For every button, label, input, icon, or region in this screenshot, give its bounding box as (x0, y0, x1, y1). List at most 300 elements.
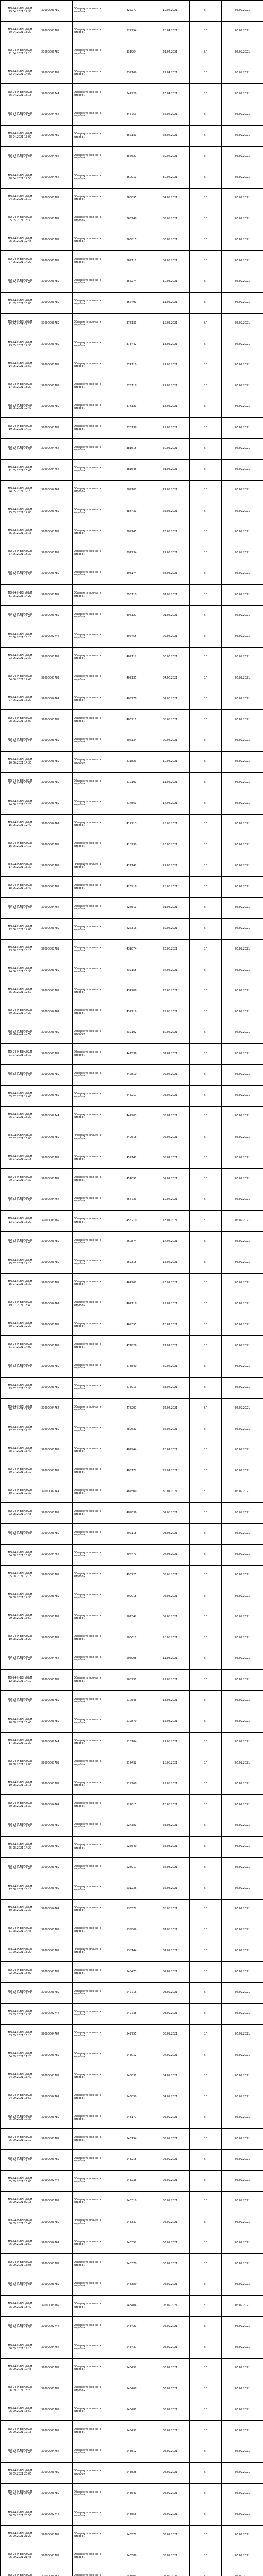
record-number-cell: 508231 (112, 1670, 151, 1691)
record-unit-cell: ВЛ (190, 1795, 222, 1816)
record-unit-cell: ВЛ (190, 1503, 222, 1524)
table-row (1, 1628, 263, 1649)
record-description-cell: Обвернута ярочка з виробом (73, 167, 112, 189)
table-row (1, 1357, 263, 1378)
table-row (1, 1315, 263, 1336)
record-unit-cell: ВЛ (190, 1920, 222, 1941)
record-date2-cell: 06.09.2021 (222, 2233, 263, 2254)
table-row (1, 1649, 263, 1670)
record-date-cell: 05.05.2021 (151, 209, 190, 230)
record-description-cell: Обвернута ярочка з виробом (73, 1795, 112, 1816)
record-unit-cell: ВЛ (190, 2045, 222, 2066)
table-row (1, 1565, 263, 1586)
record-date-cell: 11.05.2021 (151, 293, 190, 314)
record-description-cell: Обвернута ярочка з виробом (73, 2108, 112, 2129)
record-unit-cell: ВЛ (190, 1732, 222, 1753)
record-date2-cell: 06.09.2021 (222, 480, 263, 501)
record-date-cell: 04.09.2021 (151, 2066, 190, 2087)
record-unit-cell: ВЛ (190, 1211, 222, 1232)
record-date2-cell: 06.09.2021 (222, 1169, 263, 1190)
record-unit-cell: ВЛ (190, 1190, 222, 1211)
record-id-cell: ПО-94-Н-ВЕН/09/П 20.04.2021 13:20 (1, 21, 40, 42)
table-row (1, 2358, 263, 2379)
record-date-cell: 17.06.2021 (151, 856, 190, 877)
record-description-cell: Обвернута ярочка з виробом (73, 960, 112, 981)
table-row (1, 668, 263, 689)
table-row (1, 1398, 263, 1419)
record-date2-cell: 06.09.2021 (222, 2066, 263, 2087)
record-number-cell: 327277 (112, 1, 151, 22)
record-description-cell: Обвернута ярочка з виробом (73, 2316, 112, 2337)
record-number-cell: 512879 (112, 1711, 151, 1733)
record-unit-cell: ВЛ (190, 251, 222, 272)
record-code-cell: 37600003789 (40, 2379, 73, 2400)
record-id-cell: ПО-94-Н-ВЕН/09/П 24.05.2021 12:20 (1, 480, 40, 501)
record-date-cell: 21.07.2021 (151, 1336, 190, 1357)
record-number-cell: 374110 (112, 355, 151, 376)
table-row (1, 2087, 263, 2108)
record-description-cell: Обвернута ярочка з виробом (73, 814, 112, 835)
record-number-cell: 505908 (112, 1649, 151, 1670)
record-number-cell: 431074 (112, 939, 151, 960)
table-row (1, 1523, 263, 1545)
record-date-cell (151, 2567, 190, 2576)
record-date-cell: 26.08.2021 (151, 1857, 190, 1878)
record-id-cell: ПО-94-Н-ВЕН/09/П 04.06.2021 14:45 (1, 668, 40, 689)
record-number-cell: 402135 (112, 668, 151, 689)
record-date-cell: 24.05.2021 (151, 480, 190, 501)
table-row (1, 1252, 263, 1274)
record-date2-cell: 06.09.2021 (222, 2337, 263, 2359)
record-date2-cell: 06.09.2021 (222, 689, 263, 710)
record-id-cell: ПО-94-Н-ВЕН/09/П 10.05.2021 13:40 (1, 272, 40, 293)
record-date2-cell: 06.09.2021 (222, 397, 263, 418)
record-date2-cell: 06.09.2021 (222, 1211, 263, 1232)
record-unit-cell: ВЛ (190, 1857, 222, 1878)
record-date2-cell: 06.09.2021 (222, 2442, 263, 2463)
record-date2-cell: 06.09.2021 (222, 1440, 263, 1461)
record-date2-cell: 06.09.2021 (222, 752, 263, 773)
record-date-cell: 30.08.2021 (151, 1899, 190, 1920)
record-date2-cell: 06.09.2021 (222, 1816, 263, 1837)
record-code-cell: 37600003789 (40, 1273, 73, 1294)
record-number-cell: 366748 (112, 209, 151, 230)
record-date-cell: 18.06.2021 (151, 877, 190, 898)
table-row (1, 1753, 263, 1774)
record-description-cell: Обвернута ярочка з виробом (73, 1064, 112, 1086)
table-row (1, 1461, 263, 1482)
record-unit-cell: ВЛ (190, 501, 222, 522)
record-date2-cell: 06.09.2021 (222, 1837, 263, 1858)
record-unit-cell: ВЛ (190, 293, 222, 314)
record-code-cell: 37600003789 (40, 856, 73, 877)
record-id-cell: ПО-94-Н-ВЕН/09/П 25.05.2021 14:00 (1, 501, 40, 522)
record-id-cell: ПО-94-Н-ВЕН/09/П 06.09.2021 21:20 (1, 2525, 40, 2546)
record-unit-cell (190, 2567, 222, 2576)
record-id-cell: ПО-94-Н-ВЕН/09/П 07.07.2021 15:00 (1, 1127, 40, 1148)
record-id-cell: ПО-94-Н-ВЕН/09/П 19.04.2021 14:30 (1, 1, 40, 22)
record-code-cell: 37600003789 (40, 1211, 73, 1232)
record-unit-cell: ВЛ (190, 334, 222, 355)
record-number-cell: 367491 (112, 293, 151, 314)
record-id-cell: ПО-94-Н-ВЕН/09/П 23.08.2021 12:50 (1, 1816, 40, 1837)
record-description-cell: Обвернута ярочка з виробом (73, 919, 112, 940)
record-date2-cell: 06.09.2021 (222, 126, 263, 147)
record-date-cell: 05.07.2021 (151, 1086, 190, 1107)
record-unit-cell: ВЛ (190, 480, 222, 501)
record-description-cell: Обвернута ярочка з виробом (73, 1, 112, 22)
record-description-cell: Обвернута ярочка з виробом (73, 1941, 112, 1962)
record-description-cell: Обвернута ярочка з (73, 2567, 112, 2576)
record-id-cell: ПО-94-Н-ВЕН/09/П 01.06.2021 13:40 (1, 605, 40, 626)
record-unit-cell: ВЛ (190, 960, 222, 981)
record-unit-cell: ВЛ (190, 105, 222, 126)
table-row (1, 1711, 263, 1733)
record-date2-cell: 06.09.2021 (222, 63, 263, 84)
record-date2-cell: 06.09.2021 (222, 897, 263, 919)
record-unit-cell: ВЛ (190, 2275, 222, 2296)
record-id-cell: ПО-94-Н-ВЕН/09/П 25.08.2021 14:20 (1, 1837, 40, 1858)
record-id-cell: ПО-94-Н-ВЕН/09/П 06.09.2021 19:15 (1, 2421, 40, 2442)
record-id-cell: ПО-94-Н-ВЕН/09/П 04.09.2021 11:20 (1, 2045, 40, 2066)
table-row (1, 2275, 263, 2296)
record-date2-cell: 06.09.2021 (222, 710, 263, 731)
record-description-cell: Обвернута ярочка з виробом (73, 2045, 112, 2066)
record-id-cell: ПО-94-Н-ВЕН/09/П 07.05.2021 14:20 (1, 251, 40, 272)
record-date-cell: 19.08.2021 (151, 1774, 190, 1795)
record-code-cell: 37600003789 (40, 1336, 73, 1357)
table-row (1, 647, 263, 668)
record-description-cell: Обвернута ярочка з виробом (73, 2254, 112, 2275)
table-row (1, 188, 263, 209)
record-date2-cell: 06.09.2021 (222, 418, 263, 439)
record-date-cell: 17.05.2021 (151, 376, 190, 397)
record-code-cell: 37600003789 (40, 585, 73, 606)
record-number-cell: 356627 (112, 146, 151, 167)
table-row (1, 1106, 263, 1127)
record-date-cell: 30.06.2021 (151, 1023, 190, 1044)
record-description-cell: Обвернута ярочка з виробом (73, 772, 112, 793)
table-row (1, 1962, 263, 1983)
record-code-cell: 37600003789 (40, 2525, 73, 2546)
record-unit-cell: ВЛ (190, 418, 222, 439)
record-date-cell: 07.05.2021 (151, 251, 190, 272)
record-date2-cell: 06.09.2021 (222, 939, 263, 960)
record-date2-cell: 06.09.2021 (222, 1774, 263, 1795)
record-description-cell: Обвернута ярочка з виробом (73, 146, 112, 167)
table-row (1, 167, 263, 189)
table-row (1, 1837, 263, 1858)
record-description-cell: Обвернута ярочка з виробом (73, 1857, 112, 1878)
record-description-cell: Обвернута ярочка з виробом (73, 1127, 112, 1148)
record-date-cell: 04.06.2021 (151, 668, 190, 689)
record-description-cell: Обвернута ярочка з виробом (73, 2337, 112, 2359)
record-id-cell: ПО-94-Н-ВЕН/09/П 21.05.2021 15:45 (1, 460, 40, 481)
record-unit-cell: ВЛ (190, 397, 222, 418)
record-date2-cell: 06.09.2021 (222, 1315, 263, 1336)
record-id-cell: ПО-94-Н-ВЕН/09/П 20.05.2021 13:30 (1, 438, 40, 460)
record-number-cell: 543404 (112, 2296, 151, 2317)
table-row (1, 1211, 263, 1232)
record-code-cell: 37600002744 (40, 2171, 73, 2192)
record-date-cell: 03.06.2021 (151, 647, 190, 668)
record-unit-cell: ВЛ (190, 2400, 222, 2421)
record-code-cell: 37600003789 (40, 2149, 73, 2171)
record-date-cell: 23.07.2021 (151, 1378, 190, 1399)
record-unit-cell: ВЛ (190, 981, 222, 1002)
record-id-cell: ПО-94-Н-ВЕН/09/П 03.09.2021 12:15 (1, 1982, 40, 2004)
record-date-cell: 31.08.2021 (151, 1920, 190, 1941)
record-date2-cell: 06.09.2021 (222, 814, 263, 835)
record-code-cell: 37600003789 (40, 1169, 73, 1190)
record-unit-cell: ВЛ (190, 2191, 222, 2212)
table-row (1, 1336, 263, 1357)
record-description-cell: Обвернута ярочка з виробом (73, 2546, 112, 2567)
record-date2-cell: 06.09.2021 (222, 209, 263, 230)
record-date2-cell: 06.09.2021 (222, 1336, 263, 1357)
record-id-cell: ПО-94-Н-ВЕН/09/П 06.05.2021 12:45 (1, 230, 40, 251)
record-date-cell: 01.07.2021 (151, 1044, 190, 1065)
record-number-cell: 441536 (112, 1044, 151, 1065)
record-unit-cell: ВЛ (190, 2442, 222, 2463)
record-id-cell: ПО-94-Н-ВЕН/09/П 26.05.2021 13:15 (1, 522, 40, 543)
record-id-cell: ПО-94-Н-ВЕН/09/П 03.06.2021 12:30 (1, 647, 40, 668)
table-row (1, 793, 263, 815)
record-date-cell: 04.08.2021 (151, 1545, 190, 1566)
record-description-cell: Обвернута ярочка з виробом (73, 2233, 112, 2254)
record-unit-cell: ВЛ (190, 313, 222, 334)
record-id-cell: ПО-94-Н-ВЕН/09/П 21.06.2021 12:20 (1, 897, 40, 919)
record-date-cell: 05.08.2021 (151, 1565, 190, 1586)
record-code-cell: 37600003789 (40, 2358, 73, 2379)
record-id-cell: ПО-94-Н-ВЕН/09/П 13.05.2021 14:30 (1, 334, 40, 355)
record-id-cell: ПО-94-Н-ВЕН/09/П 16.07.2021 13:30 (1, 1273, 40, 1294)
table-row (1, 960, 263, 981)
record-date-cell: 25.05.2021 (151, 501, 190, 522)
record-code-cell: 37600003789 (40, 1941, 73, 1962)
record-number-cell: 393174 (112, 564, 151, 585)
record-date-cell: 20.04.2021 (151, 21, 190, 42)
record-id-cell: ПО-94-Н-ВЕН/09/П 17.05.2021 15:20 (1, 376, 40, 397)
record-code-cell: 37600003789 (40, 1044, 73, 1065)
record-number-cell: 524381 (112, 1816, 151, 1837)
record-number-cell: 496725 (112, 1565, 151, 1586)
record-description-cell: Обвернута ярочка з виробом (73, 501, 112, 522)
record-description-cell: Обвернута ярочка з виробом (73, 2149, 112, 2171)
record-unit-cell: ВЛ (190, 2546, 222, 2567)
record-id-cell: ПО-94-Н-ВЕН/09/П 06.08.2021 14:30 (1, 1586, 40, 1607)
record-description-cell: Обвернута ярочка з виробом (73, 1962, 112, 1983)
record-code-cell: 37600003789 (40, 939, 73, 960)
record-date2-cell: 06.09.2021 (222, 1607, 263, 1628)
record-unit-cell: ВЛ (190, 2421, 222, 2442)
record-description-cell: Обвернута ярочка з виробом (73, 334, 112, 355)
table-row (1, 772, 263, 793)
record-code-cell: 37600003789 (40, 272, 73, 293)
record-date2-cell: 06.09.2021 (222, 2296, 263, 2317)
table-row (1, 2191, 263, 2212)
record-number-cell: 382107 (112, 480, 151, 501)
record-number-cell: 517432 (112, 1753, 151, 1774)
record-code-cell: 37600003789 (40, 1419, 73, 1440)
record-date2-cell: 06.09.2021 (222, 2546, 263, 2567)
record-number-cell: 492118 (112, 1523, 151, 1545)
record-id-cell: ПО-94-Н-ВЕН/09/П 06.09.2021 17:45 (1, 2358, 40, 2379)
record-id-cell: ПО-94-Н-ВЕН/09/П 18.08.2021 14:00 (1, 1753, 40, 1774)
record-number-cell: 543215 (112, 2149, 151, 2171)
record-number-cell: 366815 (112, 230, 151, 251)
record-code-cell: 37600002744 (40, 1482, 73, 1503)
record-code-cell: 37600003789 (40, 960, 73, 981)
record-description-cell: Обвернута ярочка з виробом (73, 209, 112, 230)
table-row (1, 2066, 263, 2087)
record-description-cell: Обвернута ярочка з виробом (73, 1523, 112, 1545)
record-description-cell: Обвернута ярочка з виробом (73, 856, 112, 877)
record-date-cell: 06.09.2021 (151, 2296, 190, 2317)
record-unit-cell: ВЛ (190, 1899, 222, 1920)
record-number-cell: 445217 (112, 1086, 151, 1107)
record-unit-cell: ВЛ (190, 1086, 222, 1107)
record-date2-cell: 06.09.2021 (222, 1, 263, 22)
table-row (1, 313, 263, 334)
record-unit-cell: ВЛ (190, 710, 222, 731)
record-code-cell: 37600003789 (40, 1086, 73, 1107)
record-date-cell: 09.06.2021 (151, 731, 190, 752)
record-code-cell: 37600003789 (40, 919, 73, 940)
table-row (1, 2483, 263, 2504)
record-number-cell: 344229 (112, 84, 151, 105)
record-number-cell: 378138 (112, 418, 151, 439)
record-date2-cell: 06.09.2021 (222, 1044, 263, 1065)
record-date2-cell: 06.09.2021 (222, 1732, 263, 1753)
record-code-cell: 37600002744 (40, 84, 73, 105)
record-id-cell: ПО-94-Н-ВЕН/09/П 02.08.2021 14:45 (1, 1503, 40, 1524)
record-unit-cell: ВЛ (190, 376, 222, 397)
record-date2-cell: 06.09.2021 (222, 1086, 263, 1107)
record-unit-cell: ВЛ (190, 460, 222, 481)
record-number-cell: 469355 (112, 1315, 151, 1336)
record-description-cell: Обвернута ярочка з виробом (73, 2525, 112, 2546)
record-date-cell: 09.08.2021 (151, 1607, 190, 1628)
record-date2-cell: 06.09.2021 (222, 2087, 263, 2108)
record-code-cell: 37600004767 (40, 1294, 73, 1315)
record-code-cell: 37600004767 (40, 2233, 73, 2254)
record-unit-cell: ВЛ (190, 1294, 222, 1315)
record-date2-cell: 06.09.2021 (222, 2379, 263, 2400)
record-code-cell: 37600003789 (40, 835, 73, 856)
record-date2-cell: 06.09.2021 (222, 2004, 263, 2025)
record-code-cell: 37600003789 (40, 1753, 73, 1774)
record-date-cell: 20.05.2021 (151, 438, 190, 460)
record-date2-cell: 06.09.2021 (222, 1670, 263, 1691)
record-description-cell: Обвернута ярочка з виробом (73, 626, 112, 648)
record-id-cell: ПО-94-Н-ВЕН/09/П 29.04.2021 12:20 (1, 146, 40, 167)
record-date-cell: 04.09.2021 (151, 2045, 190, 2066)
record-number-cell: 421147 (112, 856, 151, 877)
record-code-cell: 37600003789 (40, 21, 73, 42)
record-date2-cell: 06.09.2021 (222, 1461, 263, 1482)
record-id-cell: ПО-94-Н-ВЕН/09/П 23.07.2021 15:30 (1, 1378, 40, 1399)
record-number-cell: 543512 (112, 2442, 151, 2463)
record-date-cell: 22.07.2021 (151, 1357, 190, 1378)
record-date-cell: 26.05.2021 (151, 522, 190, 543)
record-number-cell: 542755 (112, 2024, 151, 2045)
record-code-cell: 37600003789 (40, 1774, 73, 1795)
record-date2-cell: 06.09.2021 (222, 1920, 263, 1941)
record-unit-cell: ВЛ (190, 1148, 222, 1169)
record-code-cell: 37600004767 (40, 460, 73, 481)
record-unit-cell: ВЛ (190, 1440, 222, 1461)
table-row (1, 1, 263, 22)
record-unit-cell: ВЛ (190, 1419, 222, 1440)
record-unit-cell: ВЛ (190, 2379, 222, 2400)
record-id-cell: ПО-94-Н-ВЕН/09/П 06.09.2021 10:40 (1, 2212, 40, 2233)
record-code-cell: 37600004767 (40, 480, 73, 501)
table-row (1, 1795, 263, 1816)
table-row (1, 2379, 263, 2400)
record-id-cell: ПО-94-Н-ВЕН/09/П 30.07.2021 12:30 (1, 1482, 40, 1503)
table-row (1, 1273, 263, 1294)
record-date-cell: 27.07.2021 (151, 1419, 190, 1440)
record-id-cell: ПО-94-Н-ВЕН/09/П 16.06.2021 14:10 (1, 835, 40, 856)
record-number-cell: 434208 (112, 981, 151, 1002)
record-date2-cell: 06.09.2021 (222, 1565, 263, 1586)
record-id-cell: ПО-94-Н-ВЕН/09/П 19.05.2021 14:10 (1, 418, 40, 439)
record-date-cell: 29.04.2021 (151, 146, 190, 167)
record-id-cell: ПО-94-Н-ВЕН/09/П 27.08.2021 15:10 (1, 1878, 40, 1900)
record-number-cell: 519768 (112, 1774, 151, 1795)
record-id-cell: ПО-94-Н-ВЕН/09/П 04.09.2021 13:40 (1, 2066, 40, 2087)
record-date-cell: 02.08.2021 (151, 1503, 190, 1524)
record-unit-cell: ВЛ (190, 919, 222, 940)
record-id-cell: ПО-94-Н-ВЕН/09/П 12.07.2021 13:50 (1, 1190, 40, 1211)
record-date2-cell: 06.09.2021 (222, 877, 263, 898)
record-id-cell: ПО-94-Н-ВЕН/09/П 05.09.2021 14:20 (1, 2149, 40, 2171)
record-date2-cell: 06.09.2021 (222, 1941, 263, 1962)
record-date2-cell: 06.09.2021 (222, 272, 263, 293)
record-unit-cell: ВЛ (190, 209, 222, 230)
table-row (1, 2129, 263, 2150)
record-unit-cell: ВЛ (190, 1670, 222, 1691)
record-number-cell: 363095 (112, 188, 151, 209)
record-number-cell: 543421 (112, 2316, 151, 2337)
record-number-cell: 417713 (112, 814, 151, 835)
record-description-cell: Обвернута ярочка з виробом (73, 2129, 112, 2150)
record-unit-cell: ВЛ (190, 856, 222, 877)
table-row (1, 2004, 263, 2025)
record-id-cell: ПО-94-Н-ВЕН/09/П 02.09.2021 15:00 (1, 1962, 40, 1983)
record-id-cell: ПО-94-Н-ВЕН/09/П 06.09.2021 17:10 (1, 2337, 40, 2359)
record-date2-cell: 06.09.2021 (222, 1357, 263, 1378)
record-code-cell: 37600003789 (40, 1982, 73, 2004)
record-number-cell: 543370 (112, 2254, 151, 2275)
record-number-cell: 522015 (112, 1795, 151, 1816)
record-id-cell: ПО-94-Н-ВЕН/09/П 06.09.2021 15:40 (1, 2296, 40, 2317)
table-row (1, 752, 263, 773)
record-unit-cell: ВЛ (190, 1482, 222, 1503)
record-description-cell: Обвернута ярочка з виробом (73, 1774, 112, 1795)
record-description-cell: Обвернута ярочка з виробом (73, 230, 112, 251)
record-date2-cell: 06.09.2021 (222, 188, 263, 209)
record-unit-cell: ВЛ (190, 21, 222, 42)
record-date-cell: 02.09.2021 (151, 1962, 190, 1983)
record-id-cell: ПО-94-Н-ВЕН/09/П 01.09.2021 13:20 (1, 1941, 40, 1962)
record-id-cell: ПО-94-Н-ВЕН/09/П 11.08.2021 12:40 (1, 1649, 40, 1670)
record-date-cell: 27.05.2021 (151, 543, 190, 564)
table-row (1, 251, 263, 272)
record-code-cell: 37600003789 (40, 605, 73, 626)
record-date-cell: 04.09.2021 (151, 2087, 190, 2108)
